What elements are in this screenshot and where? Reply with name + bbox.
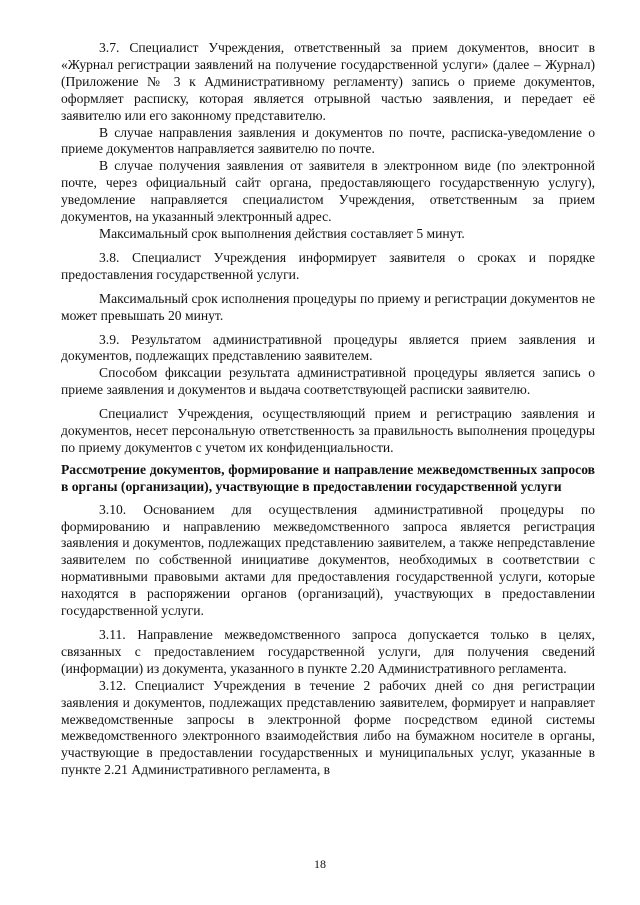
paragraph-3-8: 3.8. Специалист Учреждения информирует заявителя о сроках и порядке предоставления государственной услуги. [61,249,595,282]
spacer [61,399,595,406]
section-heading: Рассмотрение документов, формирование и направление межведомственных запросов в органы (организации), участвующие в предоставлении государственной услуги [61,461,595,494]
paragraph-3-10: 3.10. Основанием для осуществления административной процедуры по формированию и направлению межведомственного запроса является регистрация заявления и документов, подлежащих представлению заявителем, а также непредставление заявителем по собственной инициативе документов, необходимых в соответствии с нормативными правовыми актами для предоставления государственной услуги, которые находятся в распоряжении органов (организаций), участвующих в предоставлении государственной услуги. [61,501,595,619]
spacer [61,325,595,332]
paragraph-3-11: 3.11. Направление межведомственного запроса допускается только в целях, связанных с предоставлением государственной услуги, для получения сведений (информации) из документа, указанного в пункте 2.20 Административного регламента. [61,627,595,676]
paragraph-3-12: 3.12. Специалист Учреждения в течение 2 рабочих дней со дня регистрации заявления и документов, подлежащих представлению заявителем, формирует и направляет межведомственные запросы в электронной форме посредством единой системы межведомственного электронного взаимодействия либо на бумажном носителе в органы, участвующие в предоставлении государственных и муниципальных услуг, указанные в пункте 2.21 Административного регламента, в [61,677,595,778]
paragraph-max-time-5: Максимальный срок выполнения действия составляет 5 минут. [99,225,465,241]
paragraph-mail-receipt: В случае направления заявления и документов по почте, расписка-уведомление о приеме документов направляется заявителю по почте. [61,124,595,157]
spacer [61,284,595,291]
spacer [61,243,595,250]
page-number: 18 [314,857,326,871]
paragraph-electronic-receipt: В случае получения заявления от заявителя в электронном виде (по электронной почте, через официальный сайт органа, предоставляющего государственную услугу), уведомление направляется специалистом Учреждения, ответственным за прием документов, на указанный электронный адрес. [61,158,595,225]
paragraph-responsibility: Специалист Учреждения, осуществляющий прием и регистрацию заявления и документов, несет персональную ответственность за правильность выполнения процедуры по приему документов с учетом их конфиденциальности. [61,406,595,455]
paragraph-fixation-method: Способом фиксации результата административной процедуры является запись о приеме заявления и документов и выдача соответствующей расписки заявителю. [61,365,595,398]
document-page [61,40,595,779]
spacer [61,620,595,627]
paragraph-3-7: 3.7. Специалист Учреждения, ответственный за прием документов, вносит в «Журнал регистрации заявлений на получение государственной услуги» (далее – Журнал) (Приложение № 3 к Административному регламенту) запись о приеме документов, оформляет расписку, которая является отрывной частью заявления, и передает её заявителю или его законному представителю. [61,40,595,123]
paragraph-3-9: 3.9. Результатом административной процедуры является прием заявления и документов, подлежащих представлению заявителем. [61,331,595,364]
paragraph-max-time-20: Максимальный срок исполнения процедуры по приему и регистрации документов не может превышать 20 минут. [61,290,595,323]
